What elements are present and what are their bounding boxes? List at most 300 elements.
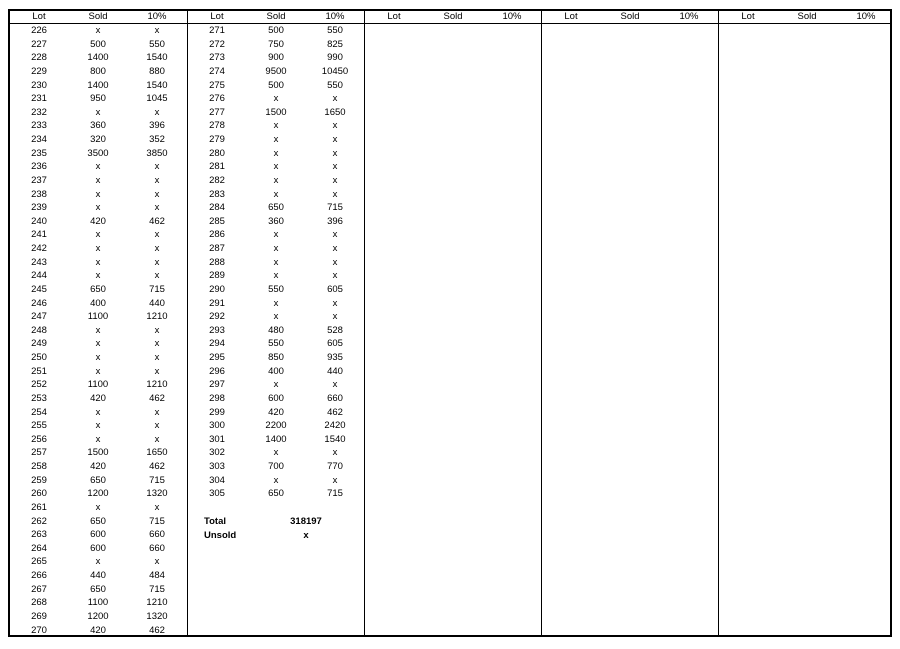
sold-cell: 1200: [87, 610, 109, 622]
table-row: [10, 624, 187, 638]
sold-cell: 600: [268, 392, 284, 404]
table-row: [188, 460, 364, 474]
table-row: [10, 256, 187, 270]
column-header: [719, 11, 890, 24]
table-row: [188, 351, 364, 365]
table-row: [188, 24, 364, 38]
sold-cell: x: [95, 338, 101, 350]
sold-cell: 850: [268, 352, 284, 363]
percent-cell: 396: [149, 120, 165, 132]
sold-cell: x: [95, 25, 101, 36]
lot-cell: 285: [209, 215, 225, 227]
sold-cell: x: [95, 352, 101, 363]
sold-cell: x: [273, 188, 279, 200]
lot-cell: 298: [209, 392, 225, 404]
percent-cell: 3850: [146, 147, 168, 159]
percent-cell: x: [332, 297, 338, 309]
sold-cell: 420: [268, 406, 284, 418]
lot-cell: 263: [31, 529, 47, 541]
table-row: [10, 324, 187, 338]
lot-cell: 254: [31, 406, 47, 418]
percent-cell: 1650: [324, 106, 346, 118]
sold-cell: 900: [268, 52, 284, 64]
table-row: [10, 528, 187, 542]
lot-cell: 250: [31, 352, 47, 363]
lot-cell: 242: [31, 243, 47, 254]
lot-cell: 269: [31, 610, 47, 622]
percent-cell: x: [332, 93, 338, 105]
percent-cell: x: [154, 324, 160, 336]
percent-cell: x: [332, 447, 338, 459]
sold-header: Sold: [443, 11, 463, 22]
lot-cell: 238: [31, 188, 47, 200]
column-block-4: [541, 11, 718, 635]
lot-cell: 301: [209, 433, 225, 445]
table-row: [188, 65, 364, 79]
percent-cell: 825: [327, 38, 343, 50]
lot-cell: 294: [209, 338, 225, 350]
table-row: [10, 133, 187, 147]
percent-cell: x: [332, 161, 338, 173]
percent-cell: 462: [149, 392, 165, 404]
sold-cell: x: [95, 433, 101, 445]
table-row: [10, 147, 187, 161]
column-header: [365, 11, 541, 24]
percent-cell: x: [154, 556, 160, 568]
lot-cell: 248: [31, 324, 47, 336]
lot-cell: 236: [31, 161, 47, 173]
sold-cell: x: [273, 474, 279, 486]
table-row: [188, 92, 364, 106]
lot-cell: 246: [31, 297, 47, 309]
percent-cell: 10450: [321, 65, 349, 77]
sold-cell: x: [95, 106, 101, 118]
percent-cell: 1210: [146, 597, 168, 609]
lot-cell: 237: [31, 174, 47, 186]
table-row: [10, 419, 187, 433]
sold-cell: x: [95, 188, 101, 200]
percent-cell: x: [154, 406, 160, 418]
table-row: [10, 460, 187, 474]
lot-cell: 279: [209, 134, 225, 145]
sold-cell: 1100: [87, 311, 109, 323]
lot-cell: 253: [31, 392, 47, 404]
lot-cell: 266: [31, 570, 47, 581]
rows: [188, 24, 364, 501]
sold-cell: 550: [268, 338, 284, 350]
table-row: [10, 228, 187, 242]
percent-cell: x: [332, 379, 338, 391]
percent-cell: 396: [327, 215, 343, 227]
lot-cell: 231: [31, 93, 47, 105]
percent-header: 10%: [502, 11, 522, 22]
table-row: [10, 501, 187, 515]
lot-cell: 277: [209, 106, 225, 118]
table-row: [10, 65, 187, 79]
sold-header: Sold: [620, 11, 640, 22]
sold-cell: x: [273, 147, 279, 159]
column-block-5: [718, 11, 890, 635]
lot-cell: 252: [31, 379, 47, 391]
lot-cell: 241: [31, 229, 47, 241]
percent-cell: x: [154, 243, 160, 254]
lot-cell: 283: [209, 188, 225, 200]
percent-cell: x: [154, 174, 160, 186]
percent-cell: 715: [149, 283, 165, 295]
sold-cell: 400: [90, 297, 106, 309]
rows: [10, 24, 187, 637]
percent-cell: x: [154, 420, 160, 432]
lot-cell: 282: [209, 174, 225, 186]
table-row: [188, 378, 364, 392]
sold-cell: x: [273, 270, 279, 282]
percent-cell: 440: [327, 365, 343, 377]
percent-cell: 1540: [324, 433, 346, 445]
sold-cell: 1100: [87, 597, 109, 609]
sold-cell: x: [95, 174, 101, 186]
percent-cell: 660: [149, 542, 165, 554]
lot-cell: 299: [209, 406, 225, 418]
table-row: [10, 92, 187, 106]
percent-cell: 1320: [146, 610, 168, 622]
table-row: [188, 337, 364, 351]
lot-cell: 281: [209, 161, 225, 173]
percent-cell: x: [332, 188, 338, 200]
sold-cell: x: [273, 120, 279, 132]
percent-cell: 550: [327, 79, 343, 91]
sold-cell: 650: [268, 202, 284, 214]
lot-cell: 264: [31, 542, 47, 554]
lot-cell: 234: [31, 134, 47, 145]
sold-cell: 3500: [87, 147, 109, 159]
lot-header: Lot: [210, 11, 224, 22]
table-row: [10, 365, 187, 379]
lot-cell: 274: [209, 65, 225, 77]
percent-cell: x: [332, 229, 338, 241]
lot-header: Lot: [32, 11, 46, 22]
sold-cell: 420: [90, 392, 106, 404]
table-row: [188, 256, 364, 270]
table-row: [10, 351, 187, 365]
lot-cell: 261: [31, 501, 47, 513]
percent-cell: x: [332, 147, 338, 159]
sold-cell: 2200: [265, 420, 287, 432]
table-row: [188, 433, 364, 447]
table-row: [188, 215, 364, 229]
lot-cell: 305: [209, 488, 225, 500]
percent-cell: 935: [327, 352, 343, 363]
sold-cell: x: [95, 229, 101, 241]
percent-cell: 1320: [146, 488, 168, 500]
lot-cell: 239: [31, 202, 47, 214]
sold-cell: x: [95, 365, 101, 377]
lot-cell: 292: [209, 311, 225, 323]
table-row: [10, 569, 187, 583]
sold-cell: x: [273, 311, 279, 323]
lot-cell: 245: [31, 283, 47, 295]
table-row: [188, 297, 364, 311]
percent-cell: 715: [149, 515, 165, 527]
percent-cell: 660: [149, 529, 165, 541]
percent-cell: 1210: [146, 311, 168, 323]
table-row: [188, 242, 364, 256]
lot-cell: 251: [31, 365, 47, 377]
lot-cell: 255: [31, 420, 47, 432]
sold-cell: 420: [90, 215, 106, 227]
percent-cell: x: [154, 501, 160, 513]
sold-cell: x: [273, 161, 279, 173]
sold-cell: x: [95, 161, 101, 173]
sold-cell: 1500: [87, 447, 109, 459]
sold-cell: 950: [90, 93, 106, 105]
sold-cell: 650: [90, 283, 106, 295]
sold-cell: 650: [90, 474, 106, 486]
table-row: [10, 433, 187, 447]
price-sheet: [8, 9, 892, 637]
table-row: [188, 119, 364, 133]
table-row: [188, 147, 364, 161]
percent-cell: x: [154, 365, 160, 377]
table-row: [10, 310, 187, 324]
table-row: [10, 487, 187, 501]
sold-cell: 650: [90, 583, 106, 595]
lot-cell: 260: [31, 488, 47, 500]
lot-cell: 228: [31, 52, 47, 64]
percent-cell: x: [332, 256, 338, 268]
lot-cell: 288: [209, 256, 225, 268]
sold-cell: 360: [268, 215, 284, 227]
lot-header: Lot: [564, 11, 578, 22]
sold-cell: x: [95, 406, 101, 418]
percent-cell: x: [154, 161, 160, 173]
sold-header: Sold: [88, 11, 108, 22]
table-row: [10, 446, 187, 460]
table-row: [10, 542, 187, 556]
sold-cell: x: [95, 420, 101, 432]
sold-cell: 1400: [265, 433, 287, 445]
lot-cell: 278: [209, 120, 225, 132]
sold-cell: 500: [268, 25, 284, 36]
table-row: [10, 201, 187, 215]
sold-cell: 700: [268, 461, 284, 472]
table-row: [10, 106, 187, 120]
table-row: [10, 51, 187, 65]
table-row: [10, 269, 187, 283]
lot-cell: 257: [31, 447, 47, 459]
sold-cell: x: [95, 202, 101, 214]
table-row: [188, 160, 364, 174]
lot-cell: 258: [31, 461, 47, 472]
sold-cell: x: [273, 297, 279, 309]
sold-cell: 600: [90, 529, 106, 541]
sold-cell: 9500: [265, 65, 287, 77]
lot-cell: 275: [209, 79, 225, 91]
sold-cell: x: [95, 324, 101, 336]
sold-cell: x: [95, 556, 101, 568]
percent-cell: 1540: [146, 79, 168, 91]
lot-cell: 265: [31, 556, 47, 568]
sold-cell: 1400: [87, 79, 109, 91]
percent-cell: 550: [327, 25, 343, 36]
sold-cell: 800: [90, 65, 106, 77]
table-row: [10, 283, 187, 297]
sold-cell: x: [273, 229, 279, 241]
lot-cell: 227: [31, 38, 47, 50]
table-row: [10, 119, 187, 133]
column-block-3: [364, 11, 541, 635]
sold-cell: x: [95, 501, 101, 513]
sold-cell: 1200: [87, 488, 109, 500]
percent-cell: 770: [327, 461, 343, 472]
sold-cell: 600: [90, 542, 106, 554]
sold-cell: 650: [90, 515, 106, 527]
lot-cell: 240: [31, 215, 47, 227]
percent-cell: 605: [327, 283, 343, 295]
percent-cell: 660: [327, 392, 343, 404]
sold-cell: 420: [90, 624, 106, 636]
sold-cell: 320: [90, 134, 106, 145]
lot-cell: 267: [31, 583, 47, 595]
sold-cell: 400: [268, 365, 284, 377]
percent-cell: x: [332, 270, 338, 282]
lot-cell: 291: [209, 297, 225, 309]
lot-cell: 262: [31, 515, 47, 527]
percent-cell: x: [332, 120, 338, 132]
lot-cell: 256: [31, 433, 47, 445]
table-row: [188, 419, 364, 433]
sold-cell: 500: [90, 38, 106, 50]
column-block-1: [10, 11, 187, 635]
table-row: [188, 392, 364, 406]
unsold-row: [188, 529, 364, 543]
column-block-2: [187, 11, 364, 635]
unsold-row-label: Unsold: [204, 529, 237, 541]
percent-cell: x: [154, 229, 160, 241]
table-row: [10, 38, 187, 52]
table-row: [10, 174, 187, 188]
total-row-value: 318197: [290, 516, 322, 528]
percent-cell: x: [332, 174, 338, 186]
table-row: [188, 487, 364, 501]
table-row: [188, 365, 364, 379]
lot-cell: 290: [209, 283, 225, 295]
table-row: [10, 583, 187, 597]
percent-cell: 715: [327, 488, 343, 500]
sold-cell: 480: [268, 324, 284, 336]
percent-cell: 1540: [146, 52, 168, 64]
percent-cell: x: [332, 311, 338, 323]
total-row-label: Total: [204, 516, 226, 528]
table-row: [10, 555, 187, 569]
percent-cell: 2420: [324, 420, 346, 432]
percent-header: 10%: [856, 11, 876, 22]
sold-cell: x: [95, 270, 101, 282]
table-row: [10, 337, 187, 351]
table-row: [10, 610, 187, 624]
lot-cell: 272: [209, 38, 225, 50]
percent-cell: x: [332, 243, 338, 254]
lot-cell: 287: [209, 243, 225, 254]
table-row: [188, 228, 364, 242]
percent-cell: 880: [149, 65, 165, 77]
percent-cell: x: [154, 188, 160, 200]
lot-cell: 293: [209, 324, 225, 336]
lot-cell: 247: [31, 311, 47, 323]
percent-header: 10%: [679, 11, 699, 22]
percent-cell: x: [332, 134, 338, 145]
lot-cell: 230: [31, 79, 47, 91]
percent-cell: x: [154, 433, 160, 445]
percent-cell: x: [154, 338, 160, 350]
lot-cell: 304: [209, 474, 225, 486]
percent-cell: 1650: [146, 447, 168, 459]
percent-cell: x: [332, 474, 338, 486]
sold-header: Sold: [797, 11, 817, 22]
percent-cell: x: [154, 25, 160, 36]
sold-cell: x: [273, 243, 279, 254]
lot-cell: 280: [209, 147, 225, 159]
percent-cell: x: [154, 106, 160, 118]
percent-cell: 1045: [146, 93, 168, 105]
table-row: [10, 596, 187, 610]
sold-cell: x: [273, 134, 279, 145]
column-header: [188, 11, 364, 24]
sold-cell: x: [273, 93, 279, 105]
sold-cell: 1400: [87, 52, 109, 64]
table-row: [188, 474, 364, 488]
percent-cell: 462: [149, 461, 165, 472]
lot-cell: 276: [209, 93, 225, 105]
percent-cell: 1210: [146, 379, 168, 391]
lot-cell: 297: [209, 379, 225, 391]
percent-cell: 550: [149, 38, 165, 50]
lot-header: Lot: [387, 11, 401, 22]
lot-cell: 243: [31, 256, 47, 268]
table-row: [188, 174, 364, 188]
table-row: [188, 310, 364, 324]
percent-cell: 352: [149, 134, 165, 145]
total-row: [188, 515, 364, 529]
percent-cell: 715: [149, 583, 165, 595]
sold-cell: 440: [90, 570, 106, 581]
table-row: [188, 38, 364, 52]
percent-cell: 484: [149, 570, 165, 581]
sold-cell: x: [95, 243, 101, 254]
table-row: [10, 242, 187, 256]
table-row: [188, 106, 364, 120]
sold-cell: 1100: [87, 379, 109, 391]
lot-cell: 271: [209, 25, 225, 36]
table-row: [10, 297, 187, 311]
sold-cell: x: [273, 447, 279, 459]
table-row: [10, 188, 187, 202]
table-row: [10, 515, 187, 529]
lot-cell: 295: [209, 352, 225, 363]
lot-cell: 233: [31, 120, 47, 132]
lot-cell: 273: [209, 52, 225, 64]
lot-cell: 259: [31, 474, 47, 486]
table-row: [188, 283, 364, 297]
table-row: [10, 24, 187, 38]
table-row: [10, 160, 187, 174]
sold-cell: 360: [90, 120, 106, 132]
column-header: [542, 11, 718, 24]
percent-cell: x: [154, 352, 160, 363]
percent-cell: x: [154, 202, 160, 214]
percent-cell: 990: [327, 52, 343, 64]
sold-cell: x: [273, 379, 279, 391]
table-row: [10, 378, 187, 392]
